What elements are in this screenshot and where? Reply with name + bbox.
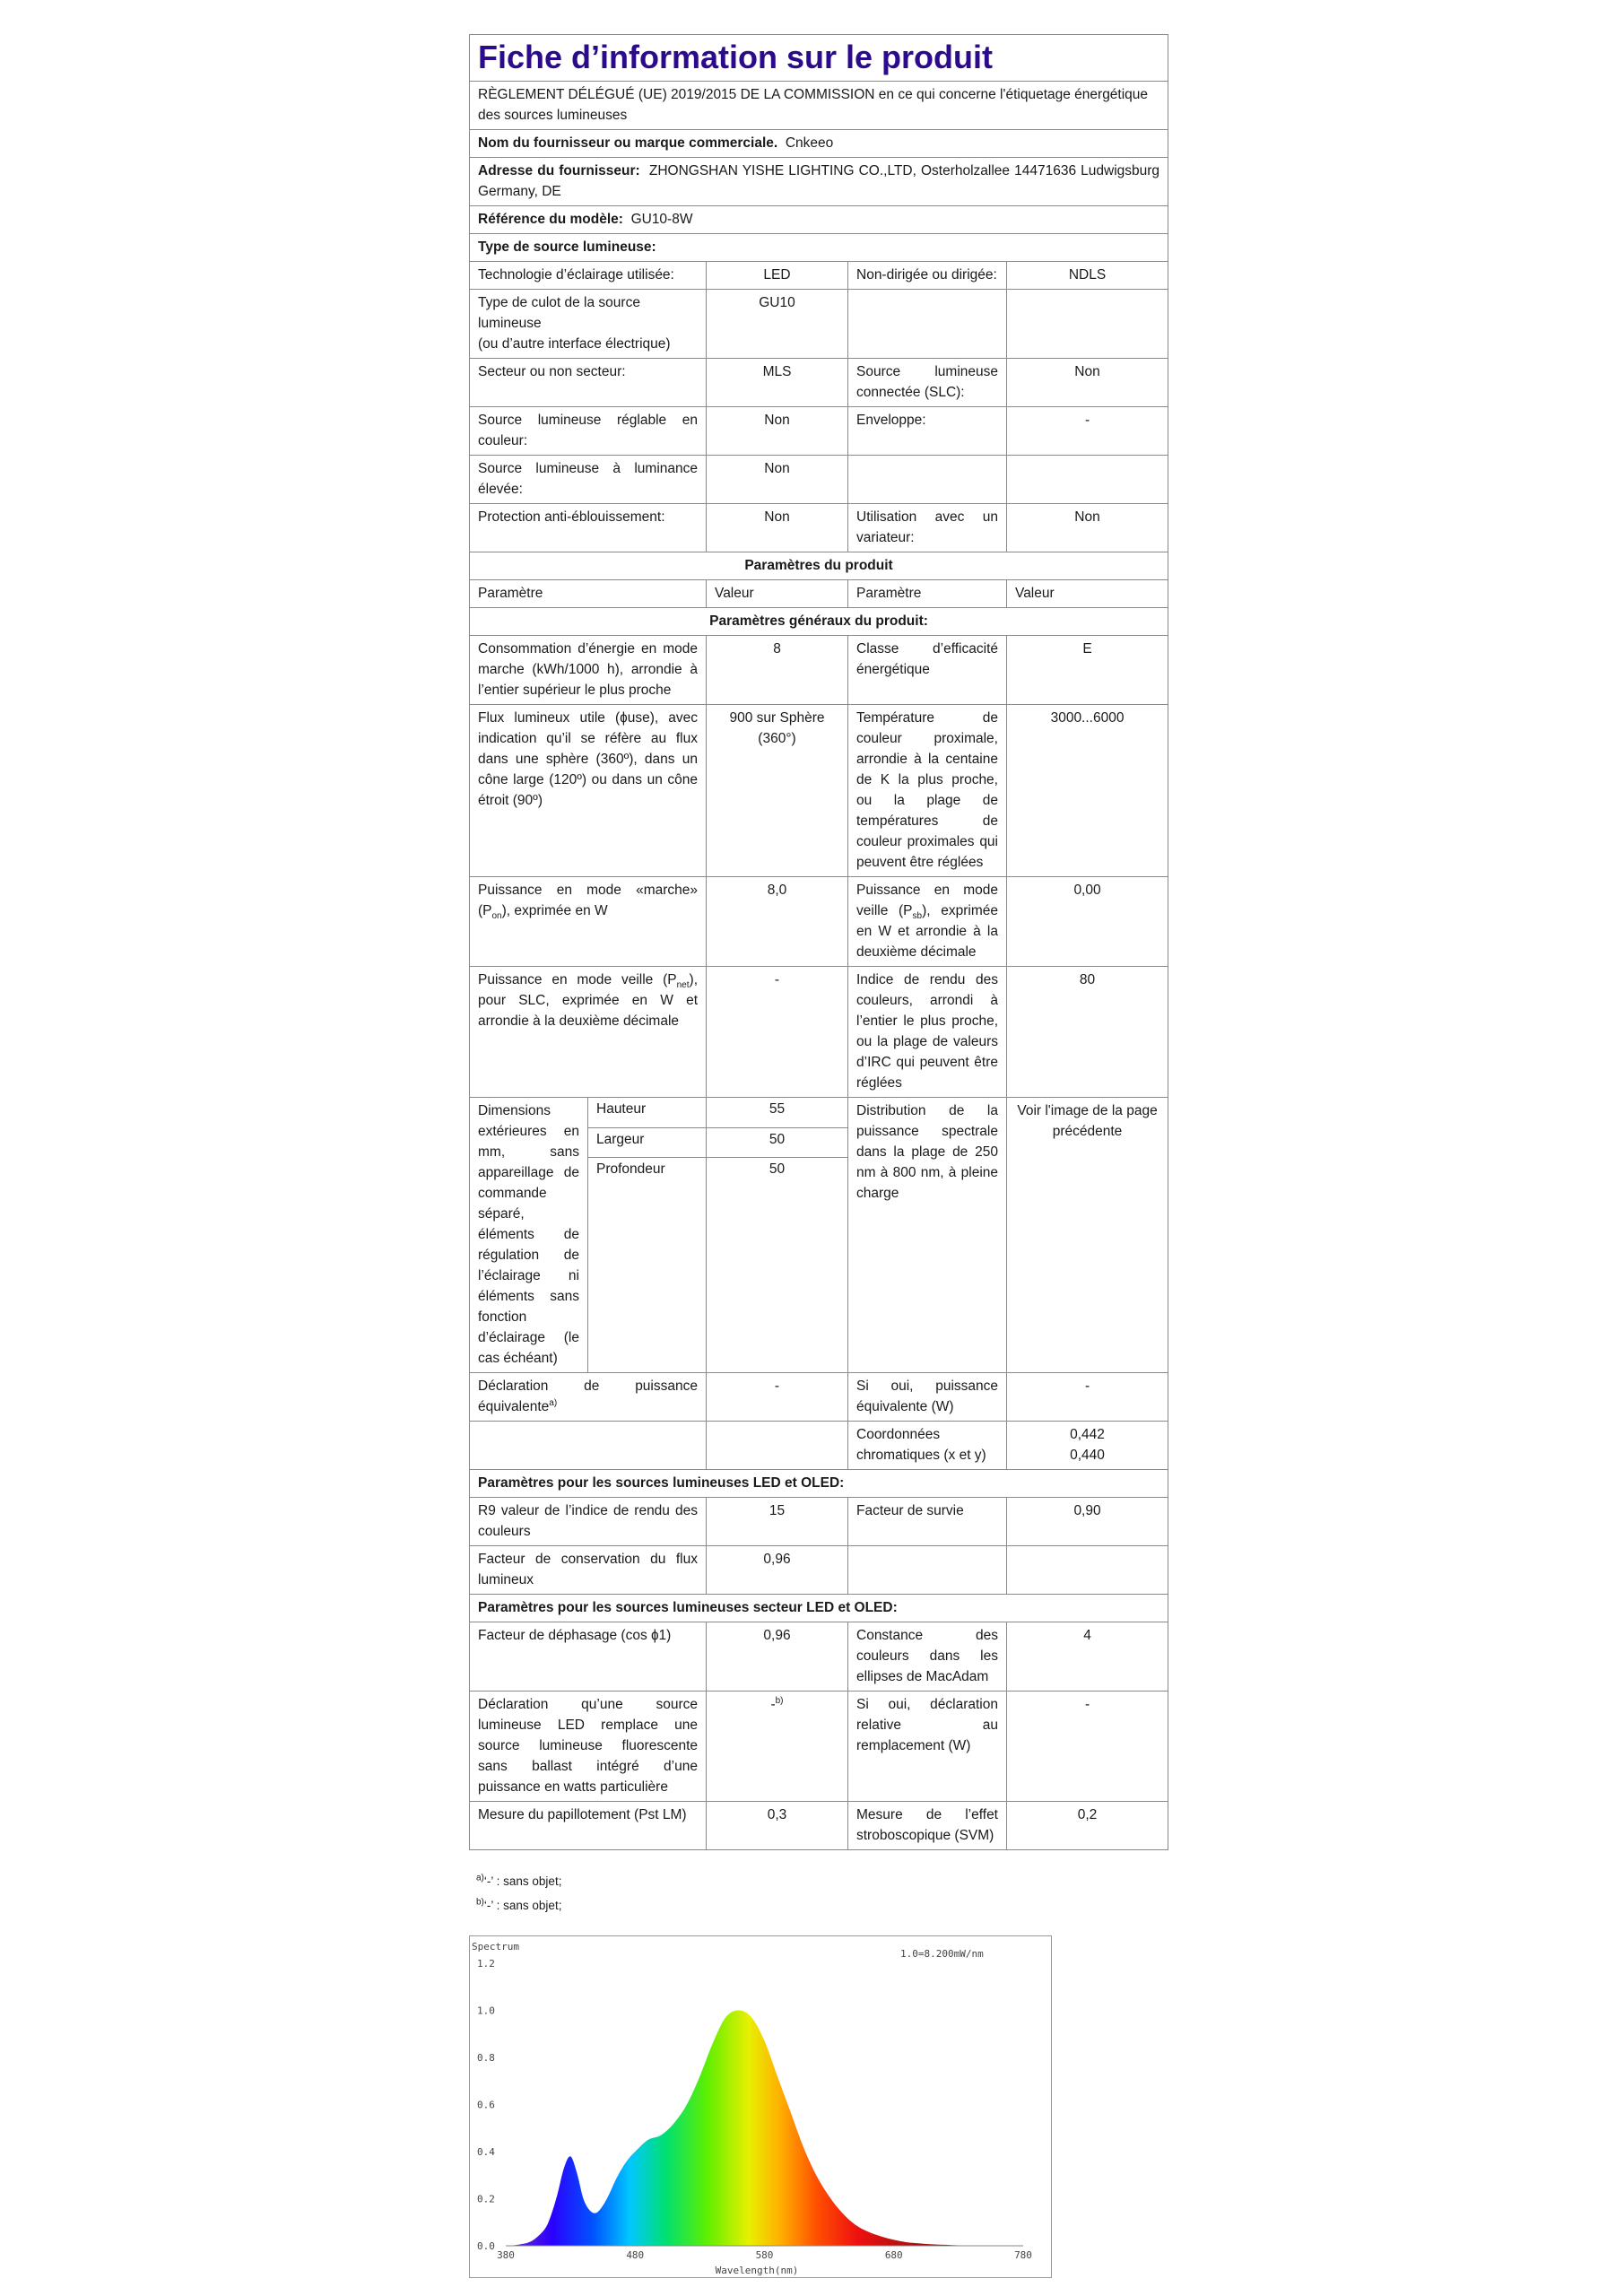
product-information-sheet xyxy=(469,34,1168,1850)
luminous-flux-value: 900 sur Sphère (360°) xyxy=(707,705,848,877)
column-header-value: Valeur xyxy=(707,580,848,608)
colour-tunable-label: Source lumineuse réglable en couleur: xyxy=(470,407,707,456)
product-info-table xyxy=(469,34,1168,1850)
energy-class-value: E xyxy=(1007,636,1168,705)
survival-factor-label: Facteur de survie xyxy=(848,1498,1007,1546)
product-parameters-heading: Paramètres du produit xyxy=(470,552,1168,580)
fluorescent-replacement-label: Déclaration qu’une source lumineuse LED remplace une source lumineuse fluorescente sans ballast intégré d’une puissance en watts particulière xyxy=(470,1692,707,1802)
standby-power-subscript: sb xyxy=(912,911,923,922)
lighting-technology-label: Technologie d’éclairage utilisée: xyxy=(470,262,707,290)
x-tick-label: 380 xyxy=(497,2249,515,2261)
flicker-metric-label: Mesure du papillotement (Pst LM) xyxy=(470,1802,707,1850)
fluorescent-replacement-dash: - xyxy=(770,1697,776,1712)
equivalent-power-label: Si oui, puissance équivalente (W) xyxy=(848,1373,1007,1422)
colour-rendering-value: 80 xyxy=(1007,967,1168,1098)
empty-cell xyxy=(848,1546,1007,1595)
x-tick-label: 680 xyxy=(884,2249,903,2261)
y-axis xyxy=(477,1958,495,2252)
column-header-parameter: Paramètre xyxy=(470,580,707,608)
stroboscopic-effect-label: Mesure de l’effet stroboscopique (SVM) xyxy=(848,1802,1007,1850)
lighting-technology-value: LED xyxy=(707,262,848,290)
supplier-name-value: Cnkeeo xyxy=(785,135,834,151)
spectrum-chart xyxy=(469,1935,1052,2278)
spectrum-area xyxy=(506,2011,1023,2247)
chart-scale-note: 1.0=8.200mW/nm xyxy=(900,1948,984,1960)
depth-label: Profondeur xyxy=(588,1158,707,1373)
y-tick-label: 0.0 xyxy=(477,2240,495,2252)
anti-glare-value: Non xyxy=(707,504,848,552)
model-reference-value: GU10-8W xyxy=(630,212,693,227)
model-reference-label: Référence du modèle: xyxy=(478,212,623,227)
empty-cell xyxy=(470,1422,707,1470)
empty-cell xyxy=(1007,1546,1168,1595)
connected-source-value: Non xyxy=(1007,359,1168,407)
y-tick-label: 0.2 xyxy=(477,2193,495,2205)
on-mode-power-value: 8,0 xyxy=(707,877,848,967)
high-luminance-label: Source lumineuse à luminance élevée: xyxy=(470,456,707,504)
empty-cell xyxy=(1007,456,1168,504)
envelope-value: - xyxy=(1007,407,1168,456)
y-tick-label: 0.6 xyxy=(477,2099,495,2111)
colour-tunable-value: Non xyxy=(707,407,848,456)
empty-cell xyxy=(707,1422,848,1470)
r9-value: 15 xyxy=(707,1498,848,1546)
led-parameters-heading: Paramètres pour les sources lumineuses LED et OLED: xyxy=(470,1470,1168,1498)
footnote-b xyxy=(476,1893,561,1918)
depth-value: 50 xyxy=(707,1158,848,1373)
cap-type-label xyxy=(470,290,707,359)
cap-type-value: GU10 xyxy=(707,290,848,359)
y-tick-label: 0.4 xyxy=(477,2146,495,2158)
equivalent-power-claim-value: - xyxy=(707,1373,848,1422)
energy-consumption-value: 8 xyxy=(707,636,848,705)
supplier-name-label: Nom du fournisseur ou marque commerciale. xyxy=(478,135,778,151)
networked-standby-label-text: Puissance en mode veille (P xyxy=(478,972,677,987)
spectrum-chart-svg xyxy=(470,1936,1051,2277)
mains-led-parameters-heading: Paramètres pour les sources lumineuses secteur LED et OLED: xyxy=(470,1595,1168,1622)
standby-power-value: 0,00 xyxy=(1007,877,1168,967)
height-label: Hauteur xyxy=(588,1098,707,1128)
footnote-b-mark: b) xyxy=(476,1897,484,1908)
width-label: Largeur xyxy=(588,1127,707,1158)
standby-power-label-text: Puissance en mode veille (P xyxy=(856,883,998,918)
networked-standby-label xyxy=(470,967,707,1098)
directional-label: Non-dirigée ou dirigée: xyxy=(848,262,1007,290)
r9-label: R9 valeur de l’indice de rendu des couleurs xyxy=(470,1498,707,1546)
empty-cell xyxy=(848,290,1007,359)
colour-temperature-label: Température de couleur proximale, arrondie à la centaine de K la plus proche, ou la plage de températures de couleur proximales qui peuvent être réglées xyxy=(848,705,1007,877)
chromaticity-y: 0,440 xyxy=(1070,1448,1105,1463)
spectral-distribution-label: Distribution de la puissance spectrale dans la plage de 250 nm à 800 nm, à pleine charge xyxy=(848,1098,1007,1373)
x-tick-label: 480 xyxy=(626,2249,645,2261)
equivalent-power-claim-label xyxy=(470,1373,707,1422)
replacement-claim-label: Si oui, déclaration relative au remplacement (W) xyxy=(848,1692,1007,1802)
width-value: 50 xyxy=(707,1127,848,1158)
colour-temperature-value: 3000...6000 xyxy=(1007,705,1168,877)
cap-type-label-alt: (ou d’autre interface électrique) xyxy=(478,336,671,352)
supplier-address-row xyxy=(470,158,1168,206)
column-header-value: Valeur xyxy=(1007,580,1168,608)
empty-cell xyxy=(848,456,1007,504)
footnotes xyxy=(476,1869,561,1918)
empty-cell xyxy=(1007,290,1168,359)
footnote-a-mark: a) xyxy=(476,1873,484,1883)
supplier-address-value: ZHONGSHAN YISHE LIGHTING CO.,LTD, Osterholzallee 14471636 Ludwigsburg Germany, DE xyxy=(478,163,1160,199)
replacement-claim-value: - xyxy=(1007,1692,1168,1802)
fluorescent-replacement-value xyxy=(707,1692,848,1802)
survival-factor-value: 0,90 xyxy=(1007,1498,1168,1546)
chromaticity-x: 0,442 xyxy=(1070,1427,1105,1442)
colour-rendering-label: Indice de rendu des couleurs, arrondi à l’entier le plus proche, ou la plage de valeurs d’IRC qui peuvent être réglées xyxy=(848,967,1007,1098)
y-tick-label: 1.0 xyxy=(477,2005,495,2017)
spectral-distribution-value: Voir l'image de la page précédente xyxy=(1007,1098,1168,1373)
on-mode-power-subscript: on xyxy=(491,911,502,922)
dimmable-label: Utilisation avec un variateur: xyxy=(848,504,1007,552)
y-tick-label: 0.8 xyxy=(477,2052,495,2064)
regulation-text: RÈGLEMENT DÉLÉGUÉ (UE) 2019/2015 DE LA COMMISSION en ce qui concerne l'étiquetage énergétique des sources lumineuses xyxy=(470,82,1168,130)
cap-type-label-main: Type de culot de la source lumineuse xyxy=(478,295,640,331)
networked-standby-subscript: net xyxy=(676,980,690,991)
column-header-parameter: Paramètre xyxy=(848,580,1007,608)
page-title: Fiche d’information sur le produit xyxy=(470,35,1168,82)
directional-value: NDLS xyxy=(1007,262,1168,290)
standby-power-label-unit: ), exprimée en W et arrondie à la deuxième décimale xyxy=(856,903,998,960)
height-value: 55 xyxy=(707,1098,848,1128)
mains-value: MLS xyxy=(707,359,848,407)
x-tick-label: 580 xyxy=(755,2249,774,2261)
energy-class-label: Classe d’efficacité énergétique xyxy=(848,636,1007,705)
footnote-marker-b: b) xyxy=(775,1695,784,1706)
displacement-factor-label: Facteur de déphasage (cos ɸ1) xyxy=(470,1622,707,1692)
x-tick-label: 780 xyxy=(1014,2249,1032,2261)
dimmable-value: Non xyxy=(1007,504,1168,552)
footnote-b-text: ‘-’ : sans objet; xyxy=(483,1899,562,1912)
lumen-maintenance-value: 0,96 xyxy=(707,1546,848,1595)
luminous-flux-label: Flux lumineux utile (ɸuse), avec indication qu’il se réfère au flux dans une sphère (360º), dans un cône large (120º) ou dans un cône étroit (90º) xyxy=(470,705,707,877)
standby-power-label xyxy=(848,877,1007,967)
flicker-metric-value: 0,3 xyxy=(707,1802,848,1850)
general-parameters-heading: Paramètres généraux du produit: xyxy=(470,608,1168,636)
displacement-factor-value: 0,96 xyxy=(707,1622,848,1692)
model-reference-row xyxy=(470,206,1168,234)
x-axis-label: Wavelength(nm) xyxy=(715,2265,799,2276)
on-mode-power-label-text: Puissance en mode «marche» (P xyxy=(478,883,698,918)
supplier-address-label: Adresse du fournisseur: xyxy=(478,163,640,178)
supplier-name-row xyxy=(470,130,1168,158)
energy-consumption-label: Consommation d’énergie en mode marche (kWh/1000 h), arrondie à l’entier supérieur le plus proche xyxy=(470,636,707,705)
y-tick-label: 1.2 xyxy=(477,1958,495,1970)
chromaticity-label: Coordonnées chromatiques (x et y) xyxy=(848,1422,1007,1470)
x-axis xyxy=(497,2249,1032,2261)
light-source-type-heading: Type de source lumineuse: xyxy=(470,234,1168,262)
on-mode-power-label xyxy=(470,877,707,967)
footnote-a xyxy=(476,1869,561,1893)
mains-label: Secteur ou non secteur: xyxy=(470,359,707,407)
anti-glare-label: Protection anti-éblouissement: xyxy=(470,504,707,552)
on-mode-power-label-unit: ), exprimée en W xyxy=(501,903,608,918)
high-luminance-value: Non xyxy=(707,456,848,504)
chromaticity-value xyxy=(1007,1422,1168,1470)
dimensions-label: Dimensions extérieures en mm, sans appareillage de commande séparé, éléments de régulation de l’éclairage ni éléments sans fonction d’éclairage (le cas échéant) xyxy=(470,1098,588,1373)
footnote-marker-a: a) xyxy=(549,1397,558,1408)
lumen-maintenance-label: Facteur de conservation du flux lumineux xyxy=(470,1546,707,1595)
networked-standby-value: - xyxy=(707,967,848,1098)
equivalent-power-value: - xyxy=(1007,1373,1168,1422)
networked-standby-label-unit: ), pour SLC, exprimée en W et arrondie à la deuxième décimale xyxy=(478,972,698,1029)
envelope-label: Enveloppe: xyxy=(848,407,1007,456)
stroboscopic-effect-value: 0,2 xyxy=(1007,1802,1168,1850)
equivalent-power-claim-text: Déclaration de puissance équivalente xyxy=(478,1378,698,1414)
connected-source-label: Source lumineuse connectée (SLC): xyxy=(848,359,1007,407)
colour-consistency-value: 4 xyxy=(1007,1622,1168,1692)
chart-title: Spectrum xyxy=(472,1941,519,1952)
colour-consistency-label: Constance des couleurs dans les ellipses de MacAdam xyxy=(848,1622,1007,1692)
footnote-a-text: ‘-’ : sans objet; xyxy=(483,1874,562,1888)
